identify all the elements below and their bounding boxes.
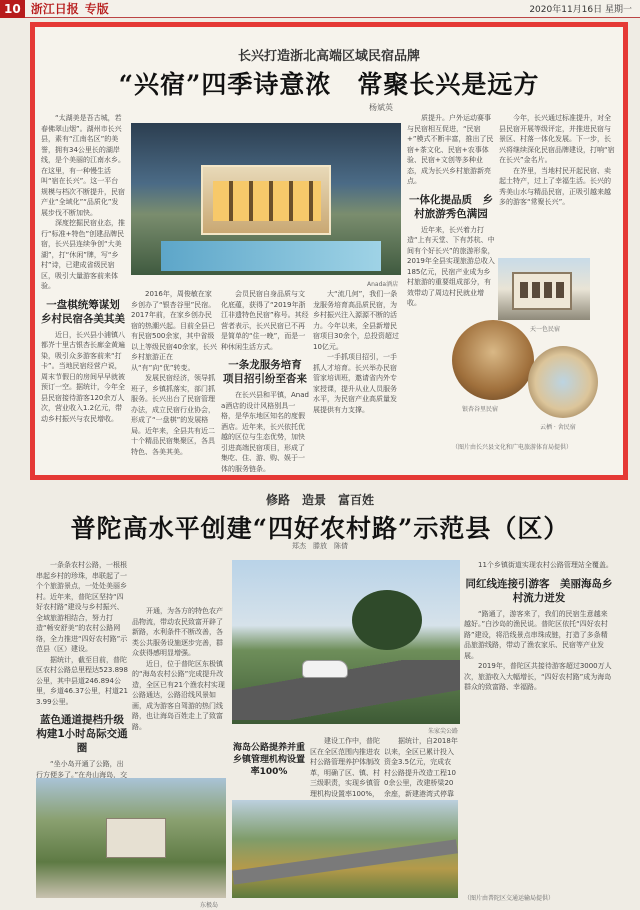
- article-column-1: [41, 113, 131, 473]
- highlighted-article[interactable]: [30, 22, 628, 480]
- article-kicker: 长兴打造浙北高端区域民宿品牌: [237, 49, 420, 64]
- subheading: 海岛公路提养并重 乡镇管理机构设置率100%: [232, 743, 315, 777]
- paragraph: 11个乡镇街道实现农村公路管理站全覆盖。: [478, 561, 613, 569]
- photo-caption: 银杏谷里民宿: [462, 406, 499, 413]
- paragraph: 在岕里，当地村民开起民宿、卖起土特产，过上了幸福生活。长兴的秀美山水与精品民宿，正吸引越来越多的游客“常聚长兴”。: [499, 166, 611, 206]
- article-column-6: [499, 113, 617, 253]
- bottom-column-4: [384, 736, 458, 796]
- paragraph: 近年来，长兴着力打造“上有天堂、下有苏杭、中间有个好长兴”的旅游形象，2019年全县实现旅游总收入185亿元，民宿产业成为乡村旅游的重要组成部分，有效带动了周边村民就业增收。: [407, 225, 495, 307]
- subheading: 同红线连接引游客 美丽海岛乡村流力迸发: [465, 577, 613, 604]
- photo-credit: （图片由长兴县文化和广电旅游体育局提供）: [452, 444, 573, 451]
- bottom-article-kicker: 修路 造景 富百姓: [265, 493, 374, 507]
- paragraph: 一手抓项目招引，一手抓人才培育。长兴举办民宿管家培训班，邀请省内外专家授课，提升从业人员服务水平，为民宿产业高质量发展提供有力支撑。: [313, 353, 397, 414]
- photo-caption: 朱家尖公路: [428, 728, 459, 735]
- coastal-road-photo: [232, 800, 458, 898]
- bottom-article-headline: 普陀高水平创建“四好农村路”示范县（区）: [70, 514, 570, 543]
- tree-graphic: [352, 590, 422, 650]
- paragraph: 近日，位于普陀区东极镇的“海岛农村公路”完成提升改造，全区已有21个渔农村实现公路通达，公路沿线风景如画，成为游客自驾游的热门线路，也让海岛百姓走上了致富路。: [132, 659, 225, 731]
- paragraph: 大“流几何”，我们一条龙服务培育高品质民宿，为乡村振兴注入源源不断的活力。今年以来，全县新增民宿项目30余个，总投资超过10亿元。: [313, 290, 399, 351]
- paper-name: 浙江日报: [30, 2, 79, 16]
- article-byline: 杨斌英: [369, 103, 393, 112]
- paragraph: 今年，长兴通过标准提升，对全县民宿开展等级评定，并推进民宿与景区、村落一体化发展。下一步，长兴将继续深化民宿品牌建设，打响“宿在长兴”金名片。: [499, 114, 615, 164]
- subheading: 一盘棋统筹谋划 乡村民宿各美其美: [41, 298, 131, 325]
- bottom-column-3: [310, 736, 380, 796]
- article-column-5: [407, 113, 495, 335]
- paragraph: 建设工作中，普陀区在全区范围内推进农村公路管理养护体制改革，明确了区、镇、村三级职责，实现乡镇管理机构设置率100%，: [310, 737, 380, 798]
- photo-credit: （图片由普陀区交通运输局提供）: [464, 895, 555, 902]
- paragraph: 质提升。户外运动赛事与民宿相互促进，“民宿+”模式不断丰富，推出了民宿+茶文化、民宿+农事体验、民宿+文创等多种业态，成为长兴乡村旅游新亮点。: [407, 114, 494, 185]
- paragraph: 据统计，自2018年以来，全区已累计投入资金3.5亿元，完成农村公路提升改造工程100余公里，改建桥梁20余座，新建港湾式停靠: [384, 737, 458, 798]
- pool-graphic: [161, 241, 381, 271]
- masthead: [0, 0, 640, 18]
- paragraph: 深度挖掘民宿业态，推行“标准+特色”创建品牌民宿，长兴县连续争创“大美湖”，打“休闲”牌，写“乡村”诗，已建成省级民宿区，吸引大量游客前来体验。: [41, 219, 125, 290]
- photo-caption: 天一色民宿: [530, 326, 561, 333]
- bottom-column-5: [464, 560, 614, 890]
- paragraph: 一条条农村公路，一根根串起乡村的珍珠，串联起了一个个旅游景点，一处处美丽乡村。近年来，普陀区坚持“四好农村路”建设与乡村振兴、全域旅游相结合，努力打造“畅安舒美”的农村公路网络，全力推进“四好农村路”示范县（区）建设。: [36, 561, 128, 653]
- article-headline: “兴宿”四季诗意浓 常聚长兴是远方: [118, 70, 540, 99]
- paragraph: 2016年，周俊敏在家乡创办了“银杏谷里”民宿。2017年前，在家乡创办民宿的热潮兴起。目前全县已有民宿500余家，其中省级以上等级民宿40余家，长兴乡村旅游正在从“有”向“优”转变。: [131, 290, 217, 372]
- photo-caption: 云栖 · 舍民宿: [540, 424, 576, 431]
- paragraph: “路通了，游客来了，我们的民宿生意越来越好。”白沙岛的渔民说。普陀区依托“四好农村路”建设，将沿线景点串珠成链，打造了多条精品旅游线路，带动了渔农家乐、民宿等产业发展。: [464, 609, 608, 660]
- bottom-column-2: [132, 606, 226, 774]
- building-graphic: [106, 818, 166, 858]
- article-column-4: [313, 289, 401, 473]
- paragraph: 会员民宿自身品质与文化底蕴，获得了“2019年浙江非遗特色民宿”称号。其经营者表示，长兴民宿已不再是简单的“住一晚”，而是一种休闲生活方式。: [221, 290, 309, 351]
- issue-date: 2020年11月16日 星期一: [529, 5, 632, 15]
- paragraph: 2019年，普陀区共接待游客超过3000万人次，旅游收入大幅增长，“四好农村路”成为海岛群众的致富路、幸福路。: [464, 662, 612, 691]
- car-graphic: [302, 660, 348, 678]
- article-column-3: [221, 289, 313, 473]
- subheading: 一条龙服务培育 项目招引纷至沓来: [223, 359, 313, 385]
- hotel-photo: [131, 123, 401, 275]
- homestay-photo-2: [452, 320, 534, 400]
- bottom-column-1: [36, 560, 135, 779]
- paragraph: 发展民宿经济，领导抓班子，乡镇抓落实，部门抓服务。长兴出台了民宿管理办法，成立民宿行业协会，形成了“一盘棋”的发展格局。近年来，全县共有近二十个精品民宿集聚区，各具特色、各美其美。: [131, 374, 215, 456]
- paragraph: 近日，长兴县小浦镇八都岕十里古银杏长廊金黄遍染，吸引众多游客前来“打卡”。当地民宿经营户说，周末节假日的房间早早就被预订一空。据统计，今年全县民宿接待游客120余万人次，营业收入1.2亿元，带动乡村振兴与农民增收。: [41, 330, 125, 423]
- subheading: 一体化提品质 乡村旅游秀色满园: [409, 193, 493, 220]
- paragraph: 在长兴县和平镇，Anada酒店的设计风格别具一格，是华东地区知名的度假酒店。近年来，长兴依托优越的区位与生态优势，加快引进高端民宿项目，形成了集吃、住、游、购、娱于一体的服务链条。: [221, 391, 309, 473]
- island-photo: [36, 778, 226, 898]
- house-graphic: [512, 272, 572, 310]
- bottom-column-3a: [232, 736, 315, 796]
- paragraph: 据统计，截至目前，普陀区农村公路总里程达523.898公里，其中县道246.894公里，乡道46.37公里，村道213.99公里。: [36, 655, 128, 706]
- article-column-2: [131, 289, 217, 473]
- photo-caption: Anada酒店: [367, 281, 399, 288]
- page-number: 10: [0, 0, 25, 18]
- paragraph: “太湖美是吾古城，若春佛翠山烟”。湖州市长兴县，素有“江南名区”的美誉，拥有34公里长的湖岸线，是个美丽的江南水乡。在这里，有一种慢生活叫“宿在长兴”。这一平台规模与档次不断提升，民宿产业“全域化”“品质化”发展步伐不断加快。: [41, 114, 125, 217]
- subheading: 蓝色通道提档升级 构建1小时岛际交通圈: [36, 714, 135, 754]
- paragraph: “坐小岛开通了公路，出行方便多了。”在舟山海岛，交: [36, 760, 128, 779]
- bottom-article-byline: 郑杰 滕放 陈倩: [292, 542, 348, 550]
- villa-graphic: [201, 165, 331, 235]
- homestay-photo-3: [528, 346, 598, 418]
- photo-caption: 东极岛: [200, 902, 219, 909]
- road-photo: [232, 560, 460, 724]
- paragraph: 开通，为各方的特色农产品物流，带动农民致富开辟了新路，水利条件不断改善，各类公共服务设施逐步完善，群众获得感明显增强。: [132, 607, 223, 657]
- road-graphic: [232, 839, 458, 884]
- section-label: 专版: [84, 2, 109, 16]
- homestay-photo-1: [498, 258, 590, 320]
